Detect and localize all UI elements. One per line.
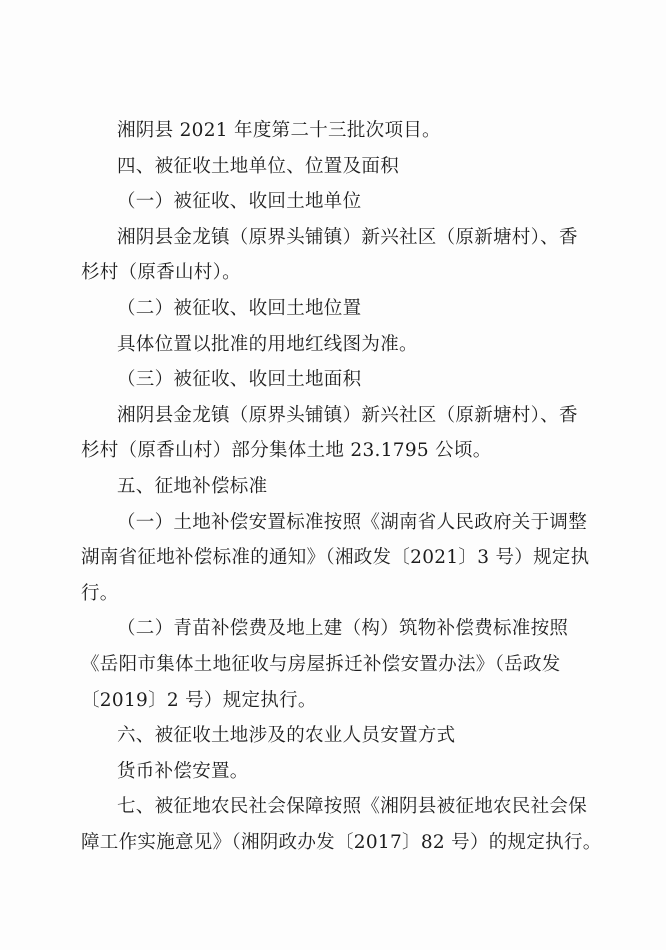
text-line-14: 行。 [81,583,119,604]
text-line-17: 〔2019〕2 号）规定执行。 [81,690,317,711]
section-heading-5: 五、征地补偿标准 [117,476,268,497]
text-line-19: 货币补偿安置。 [117,761,249,782]
text-line-12: （一）土地补偿安置标准按照《湖南省人民政府关于调整 [117,512,588,533]
subheading-4-1: （一）被征收、收回土地单位 [117,191,362,212]
text-line-5: 杉村（原香山村）。 [81,262,241,283]
text-line-21: 障工作实施意见》（湘阴政办发〔2017〕82 号）的规定执行。 [81,832,602,853]
text-line-15: （二）青苗补偿费及地上建（构）筑物补偿费标准按照 [117,618,569,639]
section-heading-6: 六、被征收土地涉及的农业人员安置方式 [117,725,456,746]
text-line-9: 湘阴县金龙镇（原界头铺镇）新兴社区（原新塘村）、香 [117,405,578,426]
section-heading-7: 七、被征地农民社会保障按照《湘阴县被征地农民社会保 [117,796,588,817]
text-line-13: 湖南省征地补偿标准的通知》（湘政发〔2021〕3 号）规定执 [81,547,590,568]
text-line-16: 《岳阳市集体土地征收与房屋拆迁补偿安置办法》（岳政发 [81,654,561,675]
text-line-4: 湘阴县金龙镇（原界头铺镇）新兴社区（原新塘村）、香 [117,227,578,248]
text-line-7: 具体位置以批准的用地红线图为准。 [117,334,418,355]
section-heading-4: 四、被征收土地单位、位置及面积 [117,156,400,177]
text-line-1: 湘阴县 2021 年度第二十三批次项目。 [117,120,441,141]
text-line-10: 杉村（原香山村）部分集体土地 23.1795 公顷。 [81,440,492,461]
subheading-4-2: （二）被征收、收回土地位置 [117,298,362,319]
subheading-4-3: （三）被征收、收回土地面积 [117,369,362,390]
